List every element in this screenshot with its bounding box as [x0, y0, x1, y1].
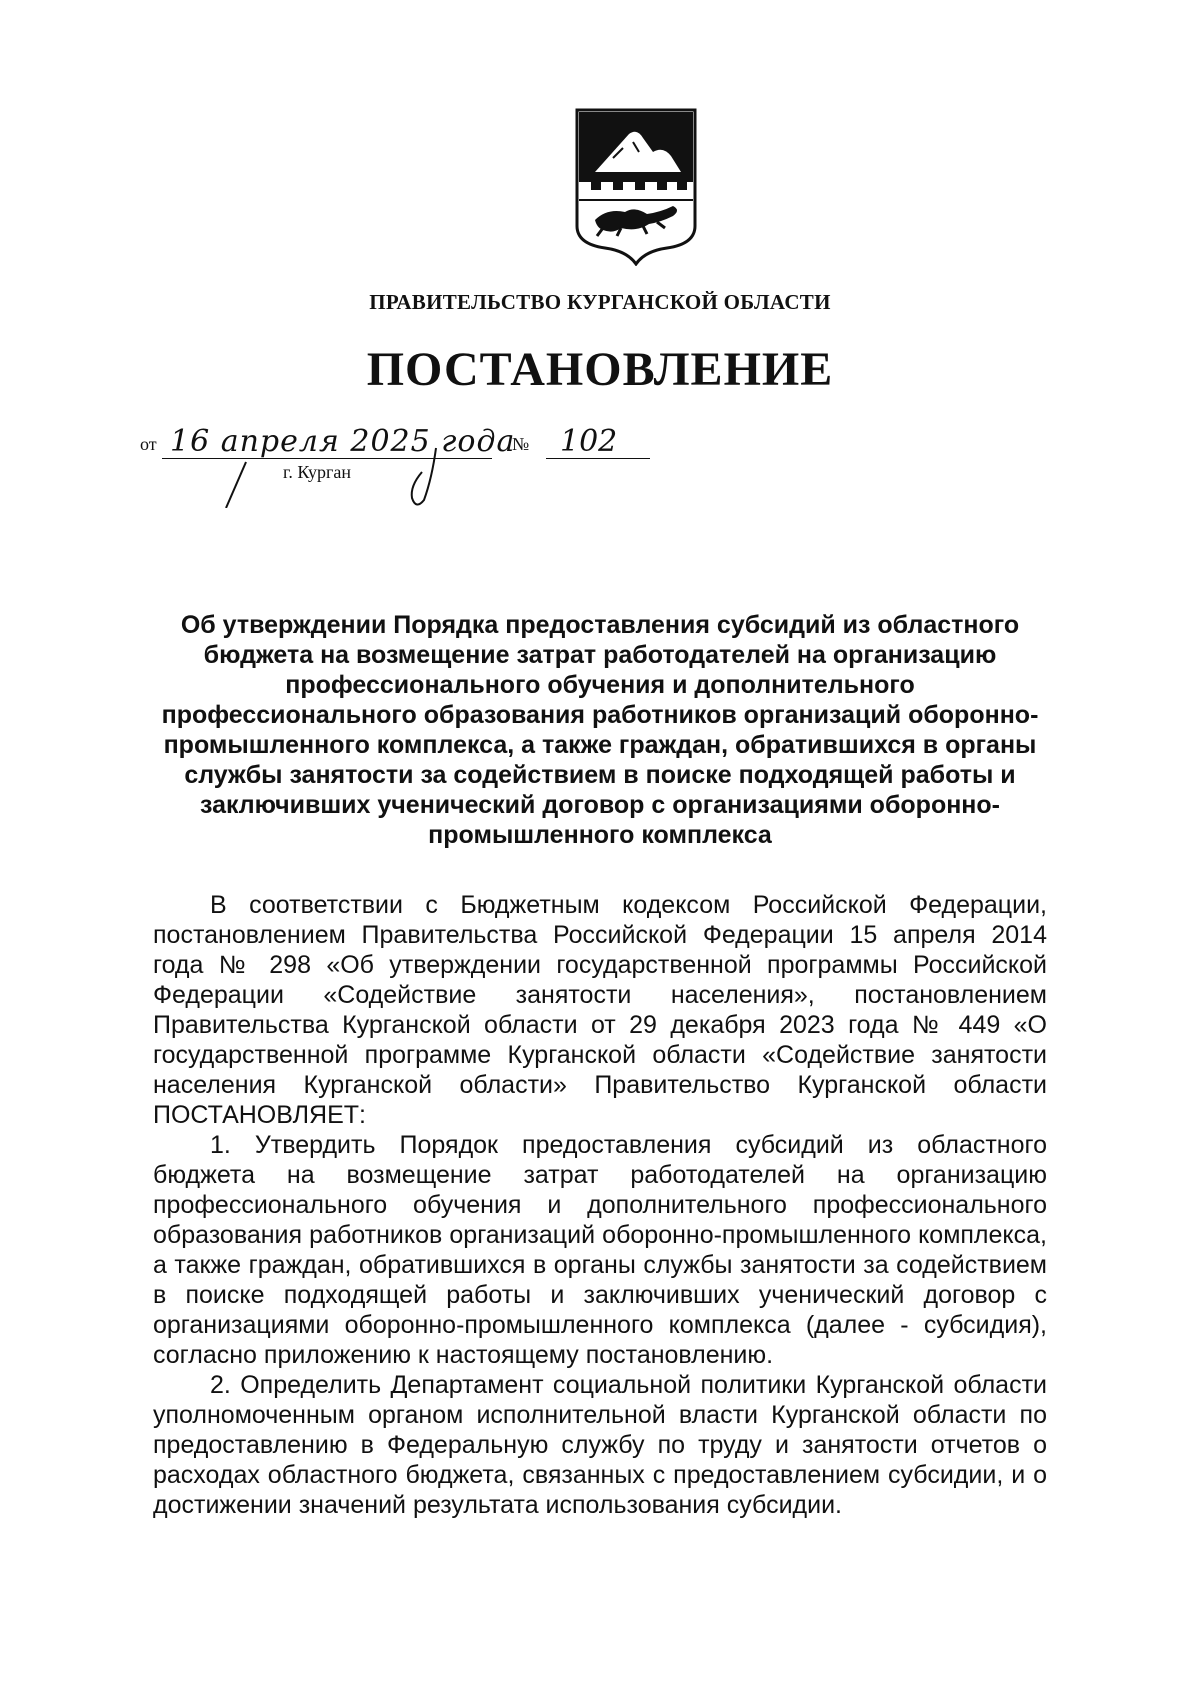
clause-2-paragraph: 2. Определить Департамент социальной политики Курганской области уполномоченным органом исполнительной власти Курганской области по предоставлению в Федеральную службу по труду и занятости отчетов о расходах областного бюджета, связанных с предоставлением субсидии, и о достижении значений результата использования субсидии.	[153, 1371, 1047, 1519]
handwritten-date: 16 апреля 2025 года	[170, 424, 516, 459]
date-from-label: от	[140, 434, 157, 454]
city-label: г. Курган	[283, 462, 352, 482]
organization-name: ПРАВИТЕЛЬСТВО КУРГАНСКОЙ ОБЛАСТИ	[369, 290, 831, 314]
coat-of-arms-icon	[573, 108, 699, 266]
number-label: №	[512, 434, 530, 454]
document-type: ПОСТАНОВЛЕНИЕ	[366, 343, 834, 396]
document-body	[153, 890, 1047, 1520]
pen-strokes-icon	[140, 428, 660, 508]
document-title: Об утверждении Порядка предоставления субсидий из областного бюджета на возмещение затрат работодателей на организацию профессионального обучения и дополнительного профессионального образования работников организаций оборонно-промышленного комплекса, а также граждан, обратившихся в органы службы занятости за содействием в поиске подходящей работы и заключивших ученический договор с организациями оборонно-промышленного комплекса	[161, 611, 1039, 849]
handwritten-number: 102	[560, 424, 618, 459]
clause-1-paragraph: 1. Утвердить Порядок предоставления субсидий из областного бюджета на возмещение затрат работодателей на организацию профессионального обучения и дополнительного профессионального образования работников организаций оборонно-промышленного комплекса, а также граждан, обратившихся в органы службы занятости за содействием в поиске подходящей работы и заключивших ученический договор с организациями оборонно-промышленного комплекса (далее - субсидия), согласно приложению к настоящему постановлению.	[153, 1131, 1047, 1369]
preamble-paragraph: В соответствии с Бюджетным кодексом Российской Федерации, постановлением Правительства Российской Федерации 15 апреля 2014 года № 298 «Об утверждении государственной программы Российской Федерации «Содействие занятости населения», постановлением Правительства Курганской области от 29 декабря 2023 года № 449 «О государственной программе Курганской области «Содействие занятости населения Курганской области» Правительство Курганской области ПОСТАНОВЛЯЕТ:	[153, 891, 1047, 1129]
